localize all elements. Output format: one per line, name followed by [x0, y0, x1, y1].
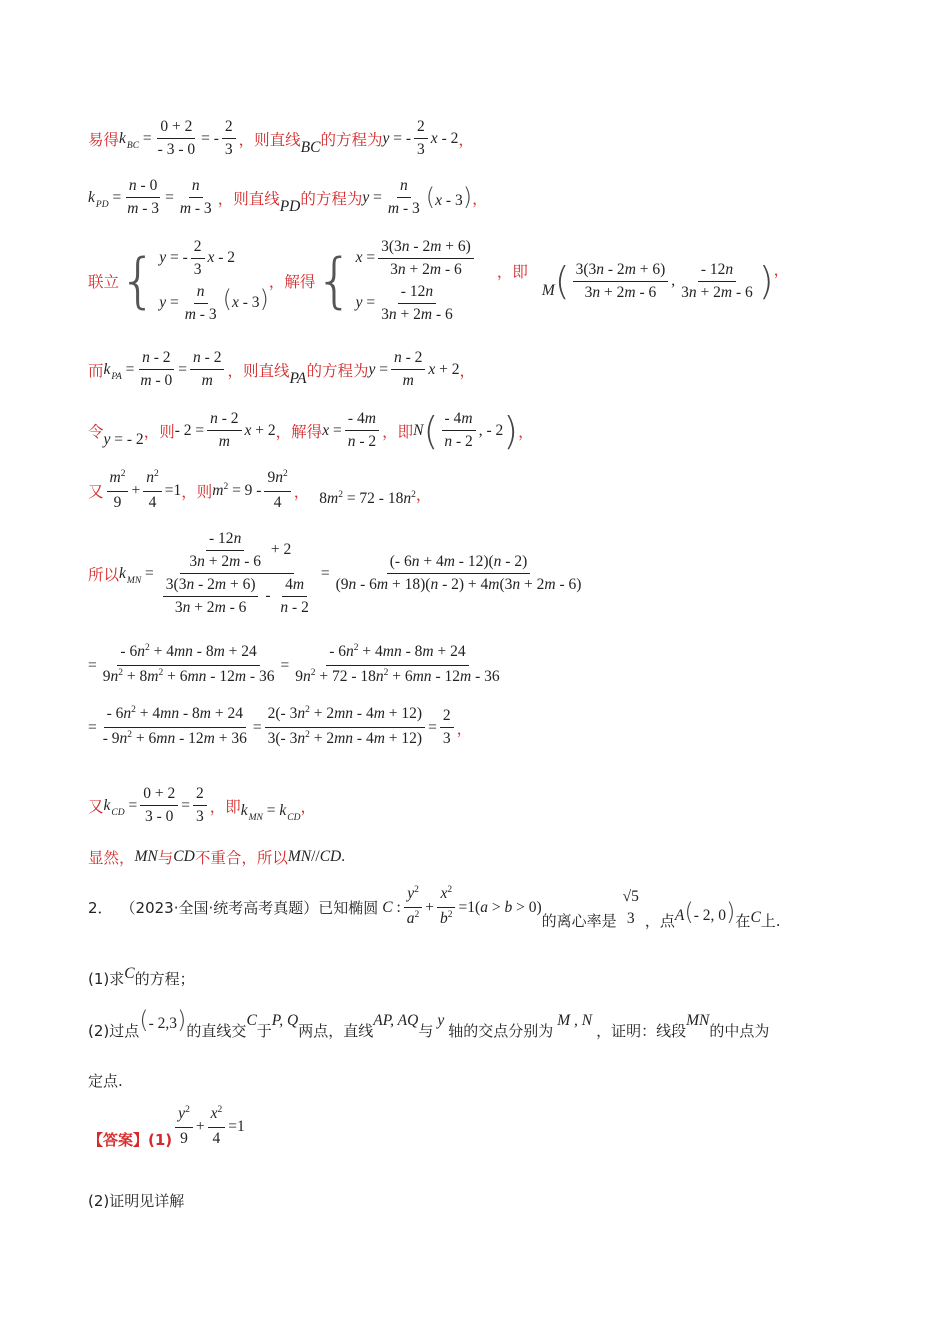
answer-part-2: (2)证明见详解 [88, 1192, 185, 1210]
answer-label: 【答案】 [88, 1131, 149, 1149]
question-2-stem: 2． （2023·全国·统考高考真题）已知椭圆 C : $\frac{y^2}{a^2}$ + $\frac{x^2}{b^2}$ =1(a > b > 0) 的离心率是 √5 3 ，点 A(- 2, 0) 在 C 上. [88, 885, 781, 930]
slope-pd-line: $k_{PD}$ = $\frac{n - 0}{m - 3}$ = $\frac{n}{m - 3}$ ，则直线 PD 的方程为 y = $\frac{n}{m - 3}$ (x - 3) ， [88, 177, 488, 217]
slope-bc-line: 易得 $k_{BC}$ = $\frac{0 + 2}{- 3 - 0}$ = - $\frac{2}{3}$ ，则直线 BC 的方程为 y = - $\frac{2}{3}$ x - 2 ， [88, 118, 474, 158]
question-2-part-1: (1)求 C 的方程； [88, 964, 195, 988]
simplify-line-2: = $\frac{- 6n^2 + 4mn - 8m + 24}{- 9n^2 + 6mn - 12m + 36}$ = $\frac{2(- 3n^2 + 2mn - 4m + 12)}{3(- 3n^2 + 2mn - 4m + 12)}$ = $\frac{2}{3}$ ， [88, 705, 473, 747]
slope-cd-line: 又 $k_{CD}$ = $\frac{0 + 2}{3 - 0}$ = $\frac{2}{3}$ ，即 $k_{MN} = k_{CD}$ ， [88, 785, 316, 825]
slope-mn-line: 所以 $k_{MN}$ = $\frac{- 12n}{3n + 2m - 6}$ + 2 $\frac{3(3n - 2m + 6)}{3n + 2m - 6}$ - $\frac{4m}{n - 2}$ = $\frac{(- 6n + 4m - 12)(n - 2)}{(9n - 6m + 18)(n - 2) + 4m(3n + 2m - 6)}$ [88, 530, 582, 616]
slope-pa-line: 而 $k_{PA}$ = $\frac{n - 2}{m - 0}$ = $\frac{n - 2}{m}$ ，则直线 PA 的方程为 y = $\frac{n - 2}{m}$ x + 2 ， [88, 349, 476, 389]
question-number: 2． [88, 899, 113, 917]
question-2-part-2-end: 定点. [88, 1072, 123, 1090]
system-solve-line: 联立 { y = - $\frac{2}{3}$ x - 2 y = $\frac{n}{m - 3}$ (x - 3) ，解得 { x = $\frac{3(3n - 2m + 6)}{3n + 2m - 6}$ y = $\frac{- 12n}{3n + 2m - 6}$ ，即 M ( $\frac{3(3n - 2m + 6)}{3n + 2m - 6}$ , $\frac{- 12n}{3n + 2m - 6}$ ) ， [88, 238, 790, 323]
point-n-line: 令 y = - 2 ，则 - 2 = $\frac{n - 2}{m}$ x + 2 ，解得 x = $\frac{- 4m}{n - 2}$ ，即 N ( $\frac{- 4m}{n - 2}$ , - 2 ) ， [88, 408, 534, 453]
conclusion-line: 显然， MN 与 CD 不重合，所以 MN // CD . [88, 848, 346, 867]
answer-line: 【答案】 (1) $\frac{y^2}{9}$ + $\frac{x^2}{4}$ =1 [88, 1105, 245, 1149]
simplify-line-1: = $\frac{- 6n^2 + 4mn - 8m + 24}{9n^2 + 8m^2 + 6mn - 12m - 36}$ = $\frac{- 6n^2 + 4mn - 8m + 24}{9n^2 + 72 - 18n^2 + 6mn - 12m - 36}$ [88, 643, 500, 685]
ellipse-relation-line: 又 $\frac{m^2}{9}$ + $\frac{n^2}{4}$ =1 ，则 $m^2 = 9$ - $\frac{9n^2}{4}$ ， $8m^2 = 72 - 18n^2$ ， [88, 469, 432, 511]
question-2-part-2: (2)过点 (- 2,3) 的直线交 C 于 P, Q 两点，直线 AP, AQ 与 y 轴的交点分别为 M , N ，证明：线段 MN 的中点为 [88, 1006, 770, 1040]
